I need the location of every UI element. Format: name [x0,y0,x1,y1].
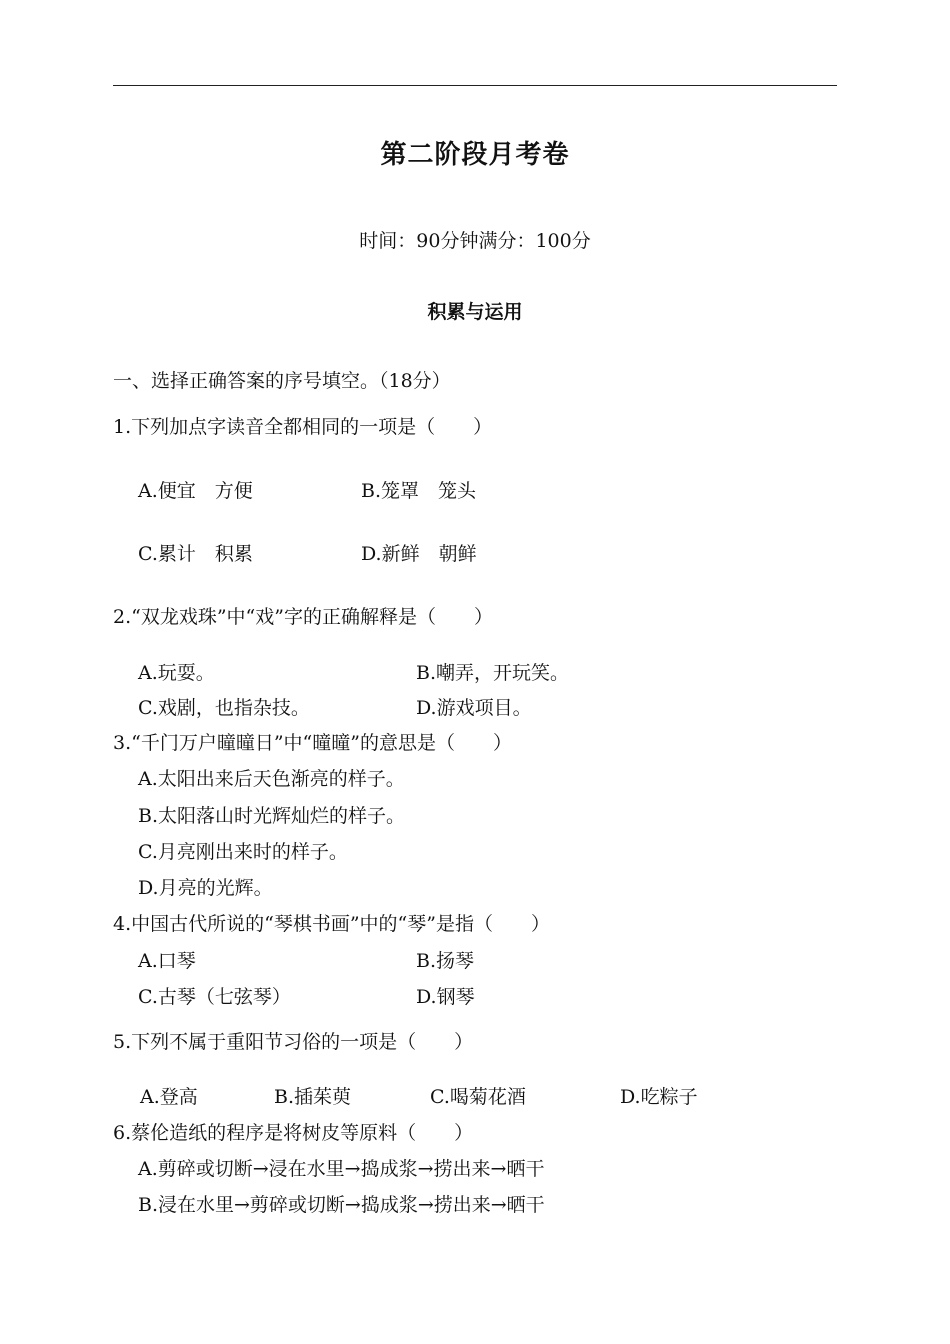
q3-option-d: D.月亮的光辉。 [138,877,273,899]
page-title: 第二阶段月考卷 [380,140,570,170]
q4-option-a: A.口琴 [138,950,196,972]
q4-option-b: B.扬琴 [416,950,475,972]
q1-option-b: B.笼罩 笼头 [361,480,477,502]
q5-option-b: B.插茱萸 [274,1086,352,1108]
q4-option-c: C.古琴（七弦琴） [138,986,291,1008]
q2-option-c: C.戏剧，也指杂技。 [138,697,310,719]
q2-option-b: B.嘲弄，开玩笑。 [416,662,570,684]
q3-option-a: A.太阳出来后天色渐亮的样子。 [138,768,405,790]
q3-option-b: B.太阳落山时光辉灿烂的样子。 [138,805,406,827]
q2-stem: 2.“双龙戏珠”中“戏”字的正确解释是（ ） [113,606,493,628]
q3-stem: 3.“千门万户曈曈日”中“曈曈”的意思是（ ） [113,732,512,754]
section-heading: 积累与运用 [427,301,523,323]
q1-option-a: A.便宜 方便 [138,480,253,502]
q4-option-d: D.钢琴 [416,986,475,1008]
q5-stem: 5.下列不属于重阳节习俗的一项是（ ） [113,1031,474,1053]
q1-stem: 1.下列加点字读音全都相同的一项是（ ） [113,416,493,438]
q5-option-c: C.喝菊花酒 [430,1086,526,1108]
q4-stem: 4.中国古代所说的“琴棋书画”中的“琴”是指（ ） [113,913,550,935]
q6-stem: 6.蔡伦造纸的程序是将树皮等原料（ ） [113,1122,474,1144]
q1-option-c: C.累计 积累 [138,543,253,565]
q3-option-c: C.月亮刚出来时的样子。 [138,841,348,863]
q6-option-b: B.浸在水里→剪碎或切断→捣成浆→捞出来→晒干 [138,1194,545,1216]
exam-meta: 时间：90分钟满分：100分 [359,230,591,252]
q2-option-d: D.游戏项目。 [416,697,532,719]
part-heading: 一、选择正确答案的序号填空。（18分） [113,370,451,392]
q1-option-d: D.新鲜 朝鲜 [361,543,477,565]
q6-option-a: A.剪碎或切断→浸在水里→捣成浆→捞出来→晒干 [138,1158,545,1180]
q2-option-a: A.玩耍。 [138,662,215,684]
q5-option-a: A.登高 [140,1086,198,1108]
q5-option-d: D.吃粽子 [620,1086,698,1108]
header-rule [113,85,837,86]
